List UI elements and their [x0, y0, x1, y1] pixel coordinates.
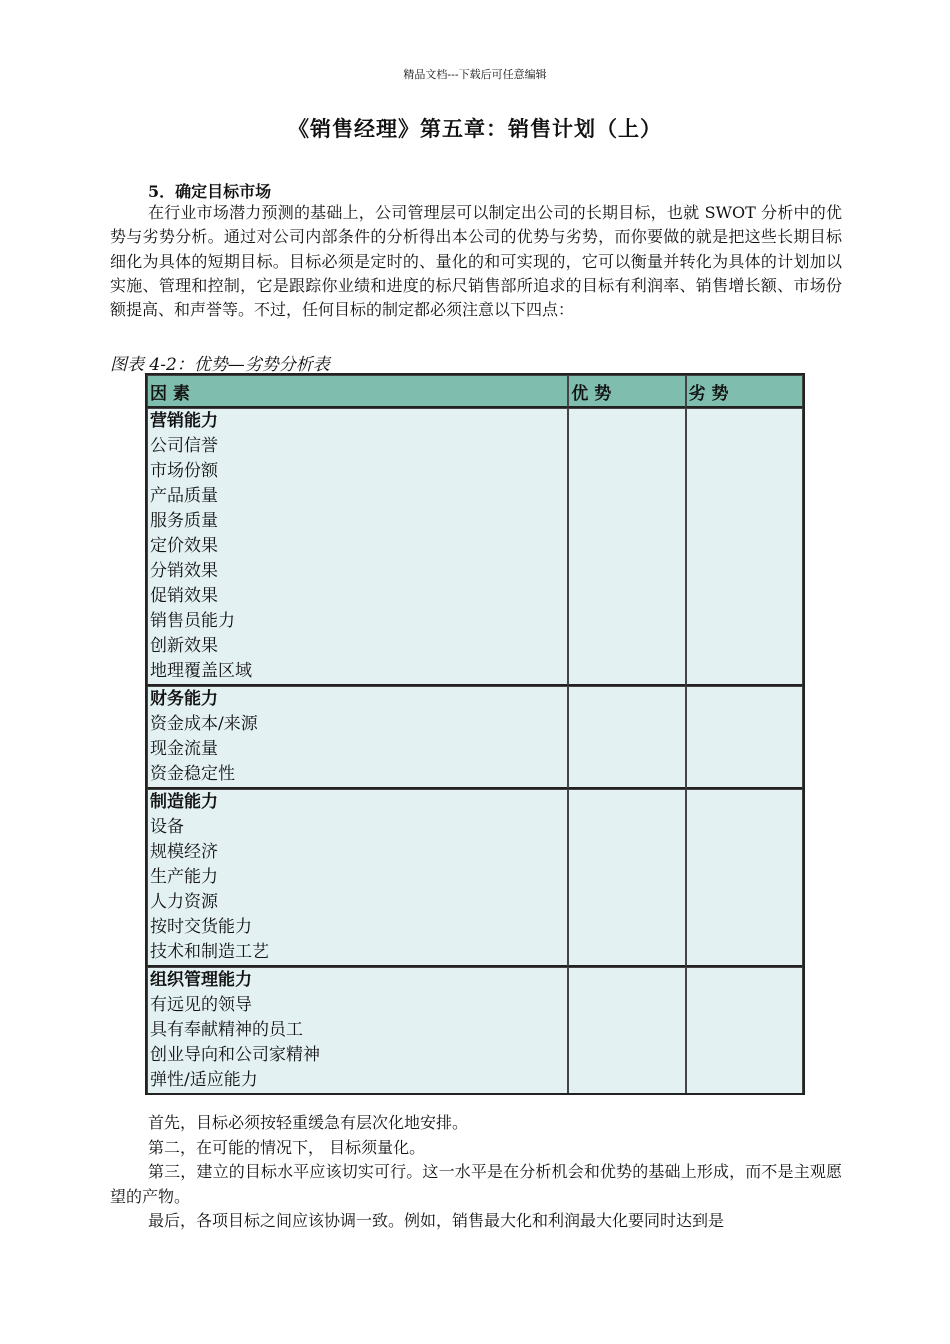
header-advantage: 优 势: [568, 375, 685, 408]
table-header-row: [147, 375, 803, 408]
factor-item: 地理覆盖区域: [150, 661, 252, 681]
header-disadvantage: 劣 势: [686, 375, 803, 408]
section-heading: 5．确定目标市场: [148, 182, 272, 201]
table-caption: 图表 4-2：优势—劣势分析表: [110, 355, 330, 375]
table-row-organization: [147, 967, 803, 1093]
disadvantage-cell: [686, 408, 803, 686]
group-title: 营销能力: [150, 411, 218, 431]
header-note: 精品文档---下载后可任意编辑: [403, 68, 547, 81]
factor-item: 创新效果: [150, 636, 218, 656]
factor-item: 促销效果: [150, 586, 218, 606]
factor-item: 创业导向和公司家精神: [150, 1045, 320, 1065]
factor-item: 按时交货能力: [150, 917, 252, 937]
advantage-cell: [568, 686, 685, 789]
factor-cell: [147, 967, 568, 1093]
advantage-cell: [568, 967, 685, 1093]
point-paragraph: 最后，各项目标之间应该协调一致。例如，销售最大化和利润最大化要同时达到是: [148, 1211, 725, 1230]
factor-cell: [147, 686, 568, 789]
table-row-marketing: [147, 408, 803, 686]
factor-item: 服务质量: [150, 511, 218, 531]
factor-item: 设备: [150, 817, 184, 837]
disadvantage-cell: [686, 789, 803, 967]
factor-cell: [147, 408, 568, 686]
factor-cell: [147, 789, 568, 967]
factor-item: 销售员能力: [150, 611, 235, 631]
factor-item: 定价效果: [150, 536, 218, 556]
advantage-cell: [568, 408, 685, 686]
header-factor: 因 素: [147, 375, 568, 408]
factor-item: 分销效果: [150, 561, 218, 581]
group-title: 组织管理能力: [150, 970, 252, 990]
factor-item: 规模经济: [150, 842, 218, 862]
factor-item: 资金成本/来源: [150, 714, 258, 734]
factor-item: 生产能力: [150, 867, 218, 887]
table-row-finance: [147, 686, 803, 789]
advantage-cell: [568, 789, 685, 967]
points-section: [110, 1111, 842, 1234]
page-title: 《销售经理》第五章：销售计划（上）: [288, 116, 662, 141]
factor-item: 现金流量: [150, 739, 218, 759]
group-title: 财务能力: [150, 689, 218, 709]
factor-item: 弹性/适应能力: [150, 1070, 258, 1090]
point-paragraph: 第二，在可能的情况下， 目标须量化。: [148, 1137, 426, 1157]
factor-item: 人力资源: [150, 892, 218, 912]
factor-item: 具有奉献精神的员工: [150, 1020, 303, 1040]
group-title: 制造能力: [150, 792, 218, 812]
swot-table: [145, 373, 805, 1095]
factor-item: 产品质量: [150, 486, 218, 506]
factor-item: 技术和制造工艺: [150, 942, 269, 962]
disadvantage-cell: [686, 967, 803, 1093]
factor-item: 有远见的领导: [150, 995, 252, 1015]
factor-item: 资金稳定性: [150, 764, 235, 784]
point-paragraph: 第三，建立的目标水平应该切实可行。这一水平是在分析机会和优势的基础上形成，而不是主观愿望的产物。: [110, 1162, 842, 1206]
disadvantage-cell: [686, 686, 803, 789]
point-paragraph: 首先，目标必须按轻重缓急有层次化地安排。: [148, 1113, 469, 1132]
intro-paragraph: 在行业市场潜力预测的基础上，公司管理层可以制定出公司的长期目标，也就 SWOT 分析中的优势与劣势分析。通过对公司内部条件的分析得出本公司的优势与劣势，而你要做的就是把这些长期目标细化为具体的短期目标。目标必须是定时的、量化的和可实现的，它可以衡量并转化为具体的计划加以实施、管理和控制，它是跟踪你业绩和进度的标尺销售部所追求的目标有利润率、销售增长额、市场份额提高、和声誉等。不过，任何目标的制定都必须注意以下四点：: [110, 203, 842, 320]
table-row-manufacturing: [147, 789, 803, 967]
factor-item: 公司信誉: [150, 436, 218, 456]
factor-item: 市场份额: [150, 461, 218, 481]
